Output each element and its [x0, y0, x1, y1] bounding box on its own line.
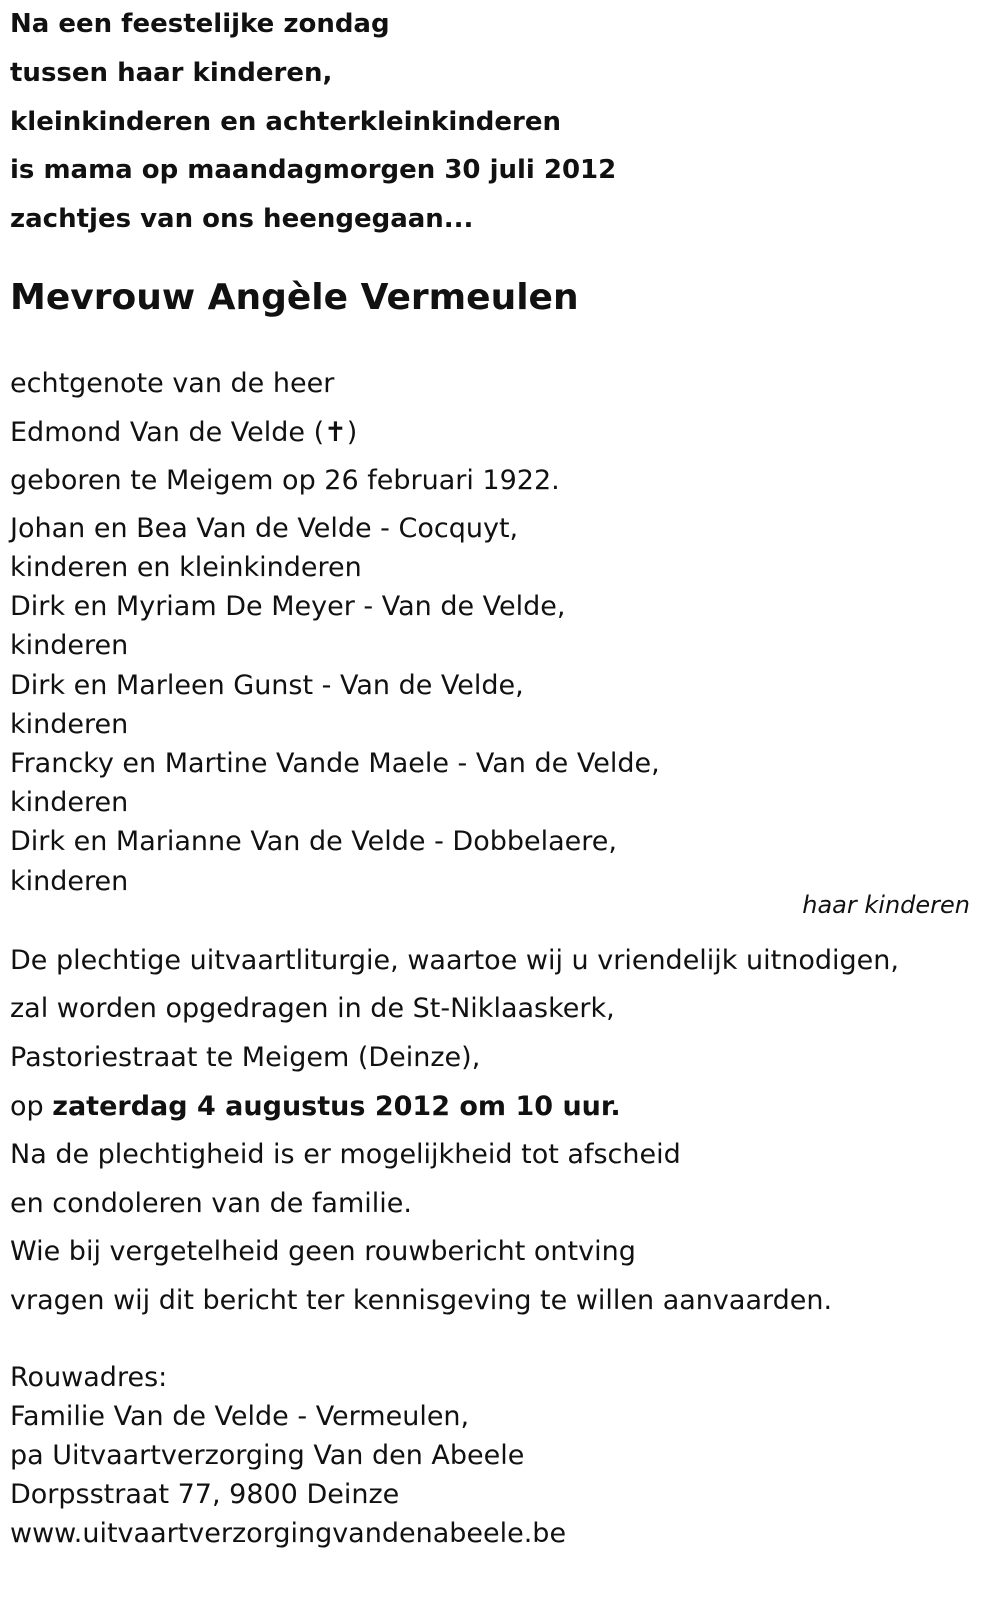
family-line-6: kinderen: [10, 709, 129, 740]
address-line-3: Dorpsstraat 77, 9800 Deinze: [10, 1479, 400, 1510]
spouse-line-2: Edmond Van de Velde (✝): [10, 417, 358, 448]
ceremony-line-8: vragen wij dit bericht ter kennisgeving te willen aanvaarden.: [10, 1285, 833, 1316]
ceremony-date-line: [10, 1091, 621, 1123]
ceremony-line-5: Na de plechtigheid is er mogelijkheid tot afscheid: [10, 1139, 681, 1170]
deceased-name: Mevrouw Angèle Vermeulen: [10, 277, 579, 318]
family-line-4: kinderen: [10, 630, 129, 661]
ceremony-line-6: en condoleren van de familie.: [10, 1188, 412, 1219]
ceremony-line-2: zal worden opgedragen in de St-Niklaaskerk,: [10, 993, 615, 1024]
intro-line-5: zachtjes van ons heengegaan...: [10, 204, 474, 234]
family-line-7: Francky en Martine Vande Maele - Van de Velde,: [10, 748, 660, 779]
intro-line-2: tussen haar kinderen,: [10, 58, 333, 88]
address-website: www.uitvaartverzorgingvandenabeele.be: [10, 1518, 567, 1549]
ceremony-line-3: Pastoriestraat te Meigem (Deinze),: [10, 1042, 481, 1073]
ceremony-line-7: Wie bij vergetelheid geen rouwbericht ontving: [10, 1236, 636, 1267]
intro-line-1: Na een feestelijke zondag: [10, 9, 390, 39]
address-line-2: pa Uitvaartverzorging Van den Abeele: [10, 1440, 525, 1471]
family-line-10: kinderen: [10, 866, 129, 897]
family-line-2: kinderen en kleinkinderen: [10, 552, 362, 583]
family-line-5: Dirk en Marleen Gunst - Van de Velde,: [10, 670, 524, 701]
birth-line: geboren te Meigem op 26 februari 1922.: [10, 465, 560, 496]
address-line-1: Familie Van de Velde - Vermeulen,: [10, 1401, 470, 1432]
address-label: Rouwadres:: [10, 1362, 168, 1393]
intro-line-3: kleinkinderen en achterkleinkinderen: [10, 107, 561, 137]
family-line-1: Johan en Bea Van de Velde - Cocquyt,: [10, 513, 519, 544]
spouse-line-1: echtgenote van de heer: [10, 368, 335, 399]
ceremony-line-1: De plechtige uitvaartliturgie, waartoe wij u vriendelijk uitnodigen,: [10, 945, 899, 976]
family-line-3: Dirk en Myriam De Meyer - Van de Velde,: [10, 591, 566, 622]
ceremony-date-prefix: op: [10, 1091, 53, 1122]
family-signature: haar kinderen: [802, 891, 970, 919]
ceremony-date: zaterdag 4 augustus 2012 om 10 uur.: [52, 1091, 621, 1122]
family-line-9: Dirk en Marianne Van de Velde - Dobbelaere,: [10, 826, 617, 857]
intro-line-4: is mama op maandagmorgen 30 juli 2012: [10, 155, 617, 185]
family-line-8: kinderen: [10, 787, 129, 818]
